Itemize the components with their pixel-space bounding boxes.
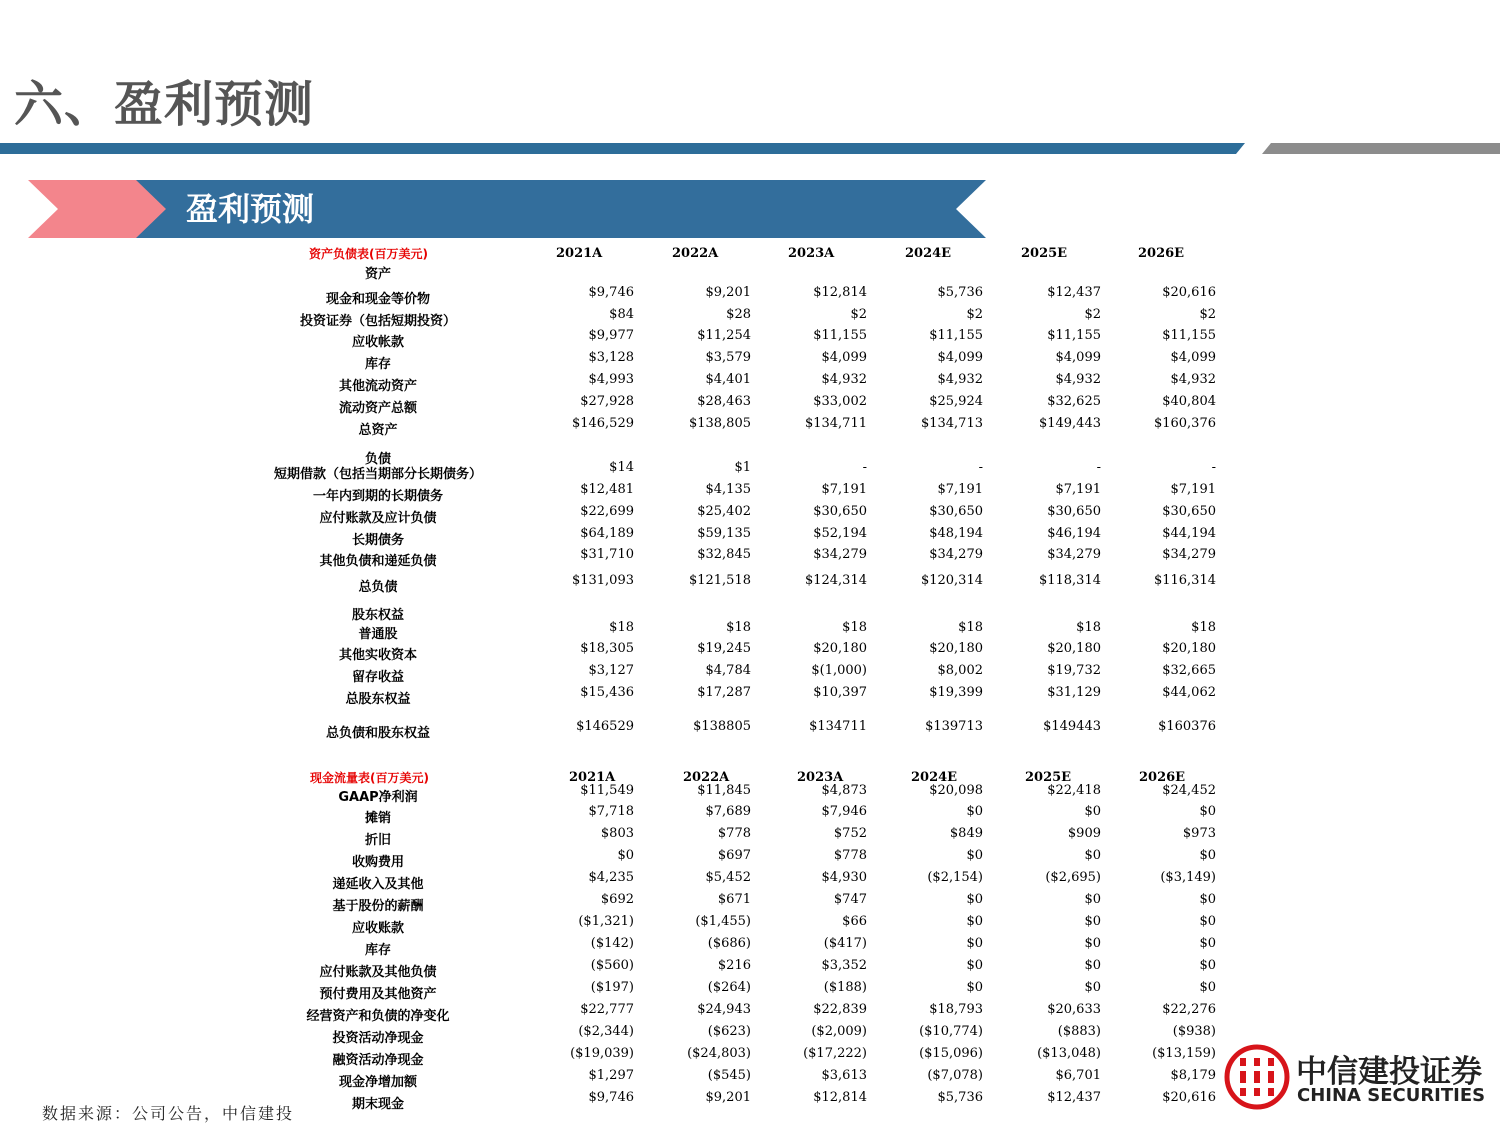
cashflow-row-value: ($19,039) <box>570 1046 634 1061</box>
liability-row-value: $22,699 <box>580 504 634 519</box>
liability-row-value: $30,650 <box>1162 504 1216 519</box>
balance-sheet-heading: 资产负债表(百万美元) <box>309 247 428 261</box>
liability-row-value: $52,194 <box>813 526 867 541</box>
asset-row-value: $2 <box>1199 307 1216 322</box>
cashflow-row-value: $22,839 <box>813 1002 867 1017</box>
asset-row-value: $149,443 <box>1038 416 1101 431</box>
cashflow-row-value: $18,793 <box>929 1002 983 1017</box>
cashflow-row-value: $0 <box>1084 892 1101 907</box>
title-underline-accent <box>1262 143 1500 154</box>
liabilities-header: 负债 <box>364 452 392 467</box>
asset-row-value: $4,932 <box>821 372 867 387</box>
cashflow-row-value: $973 <box>1182 826 1216 841</box>
asset-row-value: $5,736 <box>937 285 983 300</box>
equity-row-value: $10,397 <box>813 685 867 700</box>
liability-row-label: 长期债务 <box>351 533 405 548</box>
liability-row-value: $30,650 <box>929 504 983 519</box>
liability-row-value: $7,191 <box>821 482 867 497</box>
asset-row-value: $3,128 <box>588 350 634 365</box>
cashflow-row-value: $0 <box>966 936 983 951</box>
cashflow-row-label: 应收账款 <box>351 921 405 936</box>
balance-year-header: 2022A <box>672 246 719 261</box>
cashflow-row-value: ($938) <box>1172 1024 1216 1039</box>
cashflow-row-value: $3,613 <box>821 1068 867 1083</box>
cashflow-row-value: $24,943 <box>697 1002 751 1017</box>
cashflow-row-value: $0 <box>966 914 983 929</box>
asset-row-value: $3,579 <box>705 350 751 365</box>
cashflow-row-value: $0 <box>966 848 983 863</box>
cashflow-year-header: 2024E <box>911 770 958 785</box>
cashflow-row-label: 经营资产和负债的净变化 <box>306 1009 450 1024</box>
asset-row-value: $4,932 <box>937 372 983 387</box>
asset-row-value: $4,099 <box>937 350 983 365</box>
asset-row-value: $11,155 <box>813 328 867 343</box>
cashflow-row-label: 基于股份的薪酬 <box>332 899 424 914</box>
cashflow-row-value: $0 <box>1199 914 1216 929</box>
asset-row-label: 库存 <box>364 357 392 372</box>
asset-row-value: $2 <box>1084 307 1101 322</box>
cashflow-row-value: $0 <box>1084 936 1101 951</box>
equity-row-value: $20,180 <box>929 641 983 656</box>
cashflow-row-value: $671 <box>717 892 751 907</box>
cashflow-row-value: $12,814 <box>813 1090 867 1105</box>
equity-row-value: $4,784 <box>705 663 751 678</box>
cashflow-row-value: $778 <box>717 826 751 841</box>
asset-row-value: $33,002 <box>813 394 867 409</box>
liability-row-value: $34,279 <box>1047 547 1101 562</box>
cashflow-row-value: $12,437 <box>1047 1090 1101 1105</box>
equity-row-label: 总股东权益 <box>345 692 411 707</box>
cashflow-row-value: $5,452 <box>705 870 751 885</box>
equity-row-value: $18 <box>609 620 634 635</box>
asset-row-label: 投资证券（包括短期投资） <box>299 314 457 329</box>
cashflow-year-header: 2023A <box>797 770 844 785</box>
cashflow-row-value: $4,235 <box>588 870 634 885</box>
liability-row-value: - <box>978 460 983 475</box>
cashflow-row-value: $0 <box>1199 804 1216 819</box>
asset-row-value: $134,711 <box>804 416 867 431</box>
equity-row-value: $18,305 <box>580 641 634 656</box>
banner-title: 盈利预测 <box>186 190 315 228</box>
cashflow-row-value: $0 <box>1199 892 1216 907</box>
total-liab-equity-value: $138805 <box>693 719 751 734</box>
equity-row-value: $18 <box>726 620 751 635</box>
asset-row-value: $4,993 <box>588 372 634 387</box>
cashflow-row-value: $0 <box>1199 958 1216 973</box>
asset-row-value: $9,201 <box>705 285 751 300</box>
equity-row-value: $44,062 <box>1162 685 1216 700</box>
data-source-note: 数据来源：公司公告，中信建投 <box>42 1104 295 1123</box>
cashflow-row-value: ($188) <box>823 980 867 995</box>
cashflow-row-value: $0 <box>966 804 983 819</box>
cashflow-row-value: ($24,803) <box>687 1046 751 1061</box>
cashflow-row-value: $7,689 <box>705 804 751 819</box>
cashflow-row-label: 递延收入及其他 <box>332 877 424 892</box>
cashflow-year-header: 2022A <box>683 770 730 785</box>
cashflow-row-value: $752 <box>833 826 867 841</box>
cashflow-row-value: ($2,344) <box>578 1024 634 1039</box>
cashflow-row-value: $747 <box>833 892 867 907</box>
cashflow-row-value: ($1,455) <box>695 914 751 929</box>
asset-row-value: $4,099 <box>821 350 867 365</box>
cashflow-year-header: 2021A <box>569 770 616 785</box>
cashflow-row-value: $692 <box>600 892 634 907</box>
equity-row-value: $18 <box>1076 620 1101 635</box>
liability-row-value: $25,402 <box>697 504 751 519</box>
asset-row-value: $28,463 <box>697 394 751 409</box>
liability-row-label: 短期借款（包括当期部分长期债务） <box>273 467 483 482</box>
cashflow-row-value: $778 <box>833 848 867 863</box>
liability-row-value: $4,135 <box>705 482 751 497</box>
cashflow-row-value: $0 <box>1084 914 1101 929</box>
cashflow-row-value: $22,777 <box>580 1002 634 1017</box>
cashflow-row-value: ($1,321) <box>578 914 634 929</box>
cashflow-row-value: ($545) <box>707 1068 751 1083</box>
cashflow-heading: 现金流量表(百万美元) <box>310 771 429 785</box>
total-liab-equity-value: $146529 <box>576 719 634 734</box>
cashflow-row-value: $66 <box>842 914 867 929</box>
logo-text-en: CHINA SECURITIES <box>1297 1085 1486 1106</box>
cashflow-row-value: $0 <box>1084 804 1101 819</box>
cashflow-row-value: $1,297 <box>588 1068 634 1083</box>
cashflow-row-label: 现金净增加额 <box>338 1075 418 1090</box>
liability-row-value: $116,314 <box>1153 573 1216 588</box>
cashflow-row-value: $0 <box>1084 980 1101 995</box>
cashflow-row-value: $0 <box>966 958 983 973</box>
liability-row-value: $121,518 <box>688 573 751 588</box>
assets-header: 资产 <box>364 267 392 282</box>
liability-row-value: $32,845 <box>697 547 751 562</box>
page-title: 六、盈利预测 <box>14 76 315 133</box>
cashflow-row-value: $20,098 <box>929 783 983 798</box>
liability-row-label: 应付账款及应计负债 <box>319 511 437 526</box>
liability-row-label: 总负债 <box>358 580 398 595</box>
equity-row-value: $20,180 <box>1162 641 1216 656</box>
equity-row-value: $18 <box>1191 620 1216 635</box>
cashflow-row-label: 预付费用及其他资产 <box>319 987 437 1002</box>
cashflow-row-value: ($2,154) <box>927 870 983 885</box>
cashflow-row-value: $0 <box>966 980 983 995</box>
equity-row-value: $18 <box>958 620 983 635</box>
cashflow-row-value: ($2,695) <box>1045 870 1101 885</box>
cashflow-row-value: ($623) <box>707 1024 751 1039</box>
cashflow-row-value: ($13,159) <box>1152 1046 1216 1061</box>
cashflow-row-value: $6,701 <box>1055 1068 1101 1083</box>
cashflow-row-value: $3,352 <box>821 958 867 973</box>
cashflow-row-value: ($17,222) <box>803 1046 867 1061</box>
liability-row-label: 其他负债和递延负债 <box>319 554 437 569</box>
cashflow-row-label: 融资活动净现金 <box>332 1053 424 1068</box>
cashflow-row-value: $0 <box>1084 848 1101 863</box>
equity-row-value: $19,732 <box>1047 663 1101 678</box>
cashflow-row-value: $7,946 <box>821 804 867 819</box>
cashflow-row-value: $4,930 <box>821 870 867 885</box>
equity-row-value: $32,665 <box>1162 663 1216 678</box>
cashflow-row-label: 库存 <box>364 943 392 958</box>
liability-row-value: - <box>1096 460 1101 475</box>
asset-row-value: $28 <box>726 307 751 322</box>
asset-row-label: 现金和现金等价物 <box>325 292 431 307</box>
cashflow-row-value: $11,845 <box>697 783 751 798</box>
asset-row-value: $160,376 <box>1153 416 1216 431</box>
cashflow-row-label: 收购费用 <box>351 855 405 870</box>
cashflow-row-value: $909 <box>1067 826 1101 841</box>
cashflow-row-value: $9,201 <box>705 1090 751 1105</box>
cashflow-row-value: ($417) <box>823 936 867 951</box>
cashflow-row-value: ($2,009) <box>811 1024 867 1039</box>
asset-row-value: $9,746 <box>588 285 634 300</box>
equity-row-value: $8,002 <box>937 663 983 678</box>
liability-row-value: $30,650 <box>1047 504 1101 519</box>
liability-row-value: $120,314 <box>920 573 983 588</box>
asset-row-value: $40,804 <box>1162 394 1216 409</box>
equity-row-value: $20,180 <box>813 641 867 656</box>
cashflow-row-value: $7,718 <box>588 804 634 819</box>
asset-row-value: $12,437 <box>1047 285 1101 300</box>
asset-row-value: $20,616 <box>1162 285 1216 300</box>
cashflow-row-value: ($883) <box>1057 1024 1101 1039</box>
cashflow-row-value: ($3,149) <box>1160 870 1216 885</box>
asset-row-value: $134,713 <box>920 416 983 431</box>
total-liab-equity-value: $134711 <box>809 719 867 734</box>
logo-text-cn: 中信建投证券 <box>1296 1054 1482 1090</box>
asset-row-value: $11,155 <box>1162 328 1216 343</box>
equity-row-value: $19,245 <box>697 641 751 656</box>
asset-row-value: $146,529 <box>571 416 634 431</box>
liability-row-value: $34,279 <box>929 547 983 562</box>
equity-row-value: $20,180 <box>1047 641 1101 656</box>
cashflow-row-value: $849 <box>949 826 983 841</box>
cashflow-row-value: ($560) <box>590 958 634 973</box>
cashflow-year-header: 2025E <box>1025 770 1072 785</box>
cashflow-row-value: $8,179 <box>1170 1068 1216 1083</box>
cashflow-row-value: $0 <box>1084 958 1101 973</box>
asset-row-value: $12,814 <box>813 285 867 300</box>
liability-row-value: $7,191 <box>1170 482 1216 497</box>
asset-row-value: $32,625 <box>1047 394 1101 409</box>
equity-row-value: $15,436 <box>580 685 634 700</box>
asset-row-value: $84 <box>609 307 634 322</box>
liability-row-value: $48,194 <box>929 526 983 541</box>
china-securities-logo-icon <box>1224 1044 1290 1110</box>
equity-row-value: $18 <box>842 620 867 635</box>
cashflow-row-value: $9,746 <box>588 1090 634 1105</box>
cashflow-row-label: 摊销 <box>364 811 392 826</box>
title-underline <box>0 143 1245 154</box>
cashflow-row-value: $4,873 <box>821 783 867 798</box>
liability-row-value: $59,135 <box>697 526 751 541</box>
asset-row-label: 其他流动资产 <box>338 379 418 394</box>
liability-row-value: $34,279 <box>813 547 867 562</box>
liability-row-value: - <box>862 460 867 475</box>
asset-row-value: $2 <box>850 307 867 322</box>
balance-year-header: 2023A <box>788 246 835 261</box>
asset-row-label: 应收帐款 <box>351 335 405 350</box>
asset-row-value: $4,932 <box>1055 372 1101 387</box>
cashflow-row-value: $20,616 <box>1162 1090 1216 1105</box>
equity-row-value: $19,399 <box>929 685 983 700</box>
total-liab-equity-value: $160376 <box>1158 719 1216 734</box>
cashflow-row-value: $22,418 <box>1047 783 1101 798</box>
liability-row-value: $1 <box>734 460 751 475</box>
liability-row-value: $46,194 <box>1047 526 1101 541</box>
cashflow-row-value: $697 <box>717 848 751 863</box>
cashflow-row-value: $0 <box>617 848 634 863</box>
cashflow-row-value: ($142) <box>590 936 634 951</box>
cashflow-row-value: ($13,048) <box>1037 1046 1101 1061</box>
liability-row-value: $64,189 <box>580 526 634 541</box>
cashflow-row-value: $20,633 <box>1047 1002 1101 1017</box>
asset-row-value: $4,099 <box>1170 350 1216 365</box>
total-liab-equity-value: $139713 <box>925 719 983 734</box>
liability-row-value: $7,191 <box>1055 482 1101 497</box>
cashflow-row-value: $216 <box>717 958 751 973</box>
liability-row-value: $12,481 <box>580 482 634 497</box>
cashflow-row-label: 应付账款及其他负债 <box>319 965 437 980</box>
asset-row-value: $4,099 <box>1055 350 1101 365</box>
equity-row-label: 其他实收资本 <box>338 648 418 663</box>
total-liab-equity-value: $149443 <box>1043 719 1101 734</box>
cashflow-row-value: $5,736 <box>937 1090 983 1105</box>
cashflow-row-label: 期末现金 <box>351 1097 405 1112</box>
asset-row-value: $11,155 <box>929 328 983 343</box>
asset-row-value: $2 <box>966 307 983 322</box>
equity-row-value: $17,287 <box>697 685 751 700</box>
total-liab-equity-label: 总负债和股东权益 <box>325 726 431 741</box>
cashflow-row-label: GAAP净利润 <box>338 790 418 805</box>
asset-row-value: $9,977 <box>588 328 634 343</box>
liability-row-value: $14 <box>609 460 634 475</box>
liability-row-value: - <box>1211 460 1216 475</box>
liability-row-value: $30,650 <box>813 504 867 519</box>
equity-row-label: 留存收益 <box>351 670 405 685</box>
asset-row-label: 总资产 <box>358 423 398 438</box>
asset-row-label: 流动资产总额 <box>338 401 418 416</box>
equity-row-label: 普通股 <box>358 627 398 642</box>
liability-row-value: $7,191 <box>937 482 983 497</box>
balance-year-header: 2021A <box>556 246 603 261</box>
equity-row-value: $3,127 <box>588 663 634 678</box>
asset-row-value: $27,928 <box>580 394 634 409</box>
liability-row-value: $131,093 <box>571 573 634 588</box>
liability-row-value: $124,314 <box>804 573 867 588</box>
asset-row-value: $25,924 <box>929 394 983 409</box>
cashflow-row-value: $0 <box>1199 936 1216 951</box>
liability-row-value: $118,314 <box>1038 573 1101 588</box>
liability-row-value: $31,710 <box>580 547 634 562</box>
asset-row-value: $4,401 <box>705 372 751 387</box>
cashflow-row-value: $11,549 <box>580 783 634 798</box>
cashflow-row-value: $0 <box>1199 980 1216 995</box>
asset-row-value: $4,932 <box>1170 372 1216 387</box>
asset-row-value: $11,254 <box>697 328 751 343</box>
cashflow-row-value: ($7,078) <box>927 1068 983 1083</box>
cashflow-row-value: ($10,774) <box>919 1024 983 1039</box>
cashflow-row-value: $0 <box>1199 848 1216 863</box>
cashflow-row-value: ($264) <box>707 980 751 995</box>
cashflow-row-value: $803 <box>600 826 634 841</box>
asset-row-value: $138,805 <box>688 416 751 431</box>
equity-row-value: $31,129 <box>1047 685 1101 700</box>
cashflow-row-label: 折旧 <box>364 833 392 848</box>
cashflow-row-label: 投资活动净现金 <box>332 1031 424 1046</box>
equity-header: 股东权益 <box>351 608 405 623</box>
liability-row-label: 一年内到期的长期债务 <box>312 489 444 504</box>
cashflow-row-value: $0 <box>966 892 983 907</box>
cashflow-row-value: ($197) <box>590 980 634 995</box>
cashflow-year-header: 2026E <box>1139 770 1186 785</box>
cashflow-row-value: $24,452 <box>1162 783 1216 798</box>
asset-row-value: $11,155 <box>1047 328 1101 343</box>
balance-year-header: 2024E <box>905 246 952 261</box>
balance-year-header: 2026E <box>1138 246 1185 261</box>
cashflow-row-value: ($686) <box>707 936 751 951</box>
liability-row-value: $44,194 <box>1162 526 1216 541</box>
balance-year-header: 2025E <box>1021 246 1068 261</box>
cashflow-row-value: ($15,096) <box>919 1046 983 1061</box>
equity-row-value: $(1,000) <box>811 663 867 678</box>
liability-row-value: $34,279 <box>1162 547 1216 562</box>
cashflow-row-value: $22,276 <box>1162 1002 1216 1017</box>
